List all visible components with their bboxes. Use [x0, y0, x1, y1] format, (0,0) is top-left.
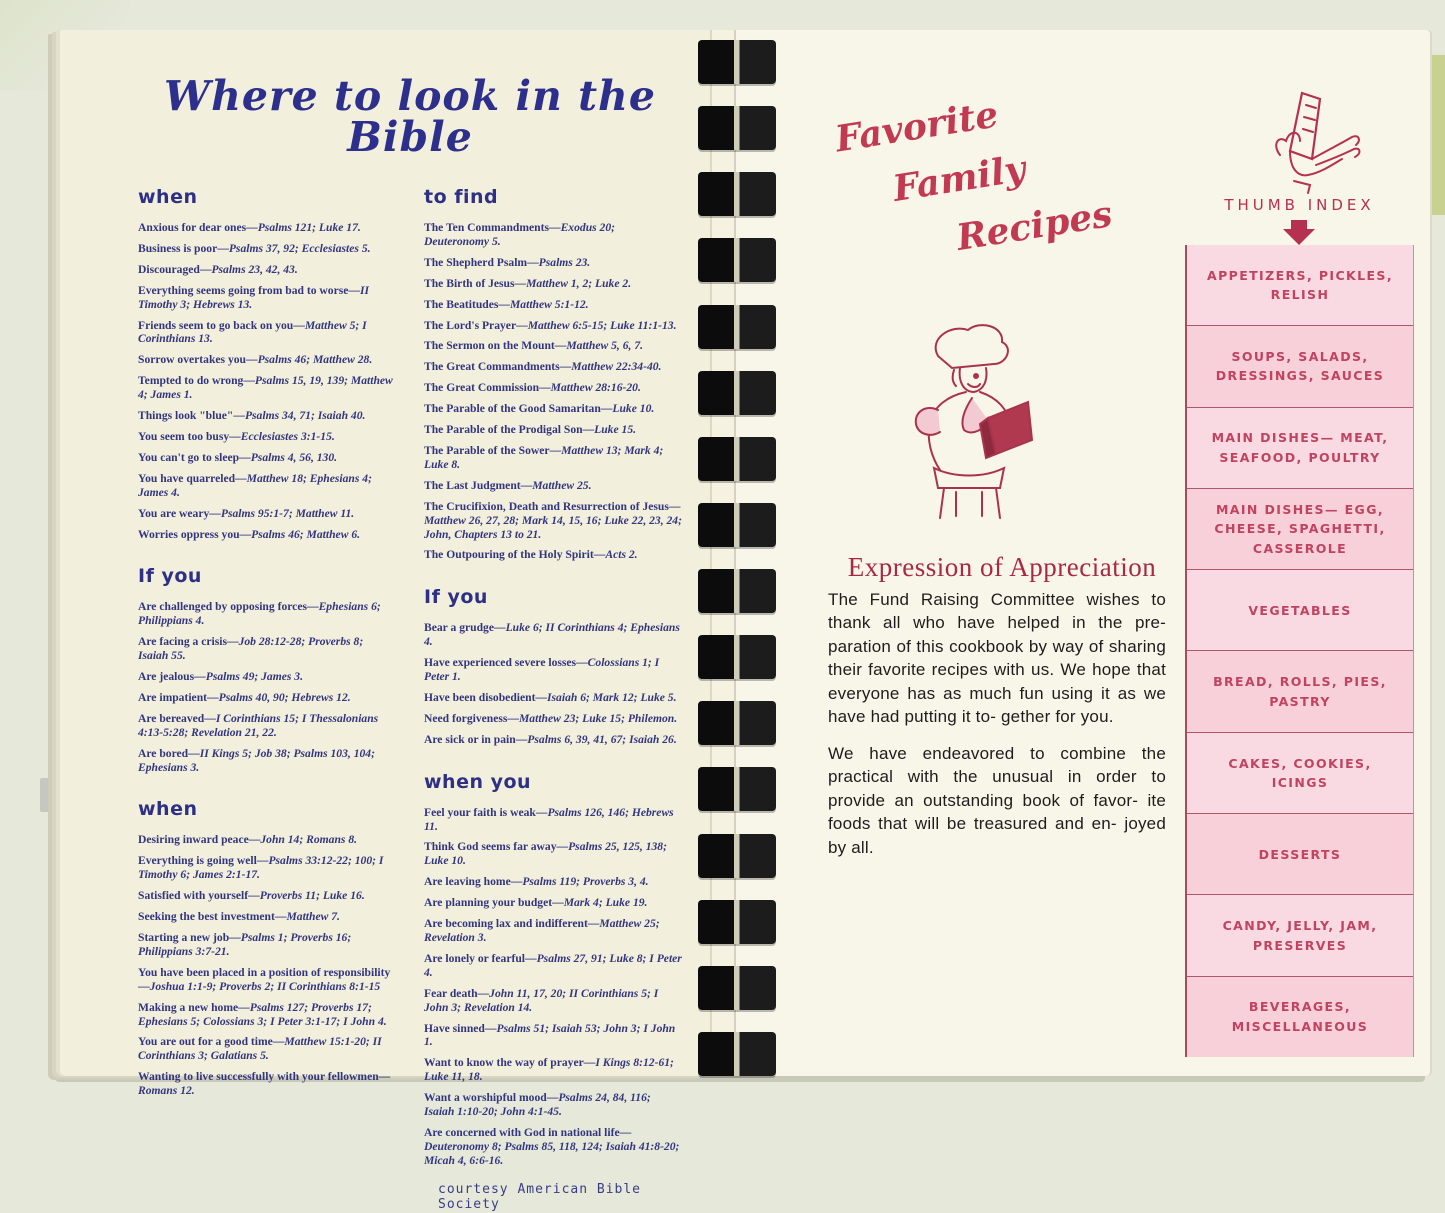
- bible-entry: Are leaving home—Psalms 119; Proverbs 3, 4.: [424, 875, 649, 889]
- bible-entry: Have sinned—Psalms 51; Isaiah 53; John 3; I John 1.: [424, 1021, 676, 1049]
- bible-entry: Think God seems far away—Psalms 25, 125, 138; Luke 10.: [424, 840, 667, 868]
- entry-list: [138, 600, 396, 774]
- bible-entry: Desiring inward peace—John 14; Romans 8.: [138, 833, 358, 847]
- thumb-tab: [1187, 325, 1413, 406]
- entry-list: [138, 833, 396, 1098]
- two-column-layout: [138, 188, 682, 1213]
- spiral-coil: [698, 635, 776, 679]
- thumb-tab: [1187, 569, 1413, 650]
- bible-entry: Are facing a crisis—Job 28:12-28; Proverbs 8; Isaiah 55.: [138, 635, 364, 663]
- page-title: Where to look in the Bible: [164, 72, 656, 161]
- bible-entry: The Parable of the Sower—Matthew 13; Mark 4; Luke 8.: [424, 443, 664, 471]
- bible-entry: Feel your faith is weak—Psalms 126, 146; Hebrews 11.: [424, 805, 674, 833]
- bible-entry: Are bored—II Kings 5; Job 38; Psalms 103, 104; Ephesians 3.: [138, 746, 375, 774]
- thumb-tab-label: APPETIZERS, PICKLES, RELISH: [1207, 267, 1393, 303]
- entry-list: [424, 221, 682, 562]
- section-header: to find: [424, 186, 499, 208]
- section-header: when: [138, 186, 198, 208]
- bible-entry: You are weary—Psalms 95:1-7; Matthew 11.: [138, 506, 355, 520]
- bible-entry: Business is poor—Psalms 37, 92; Ecclesiastes 5.: [138, 241, 371, 255]
- bible-entry: You seem too busy—Ecclesiastes 3:1-15.: [138, 429, 335, 443]
- cookbook-title-line: Family: [890, 147, 1029, 211]
- right-page: [772, 30, 1430, 1076]
- bible-entry: Worries oppress you—Psalms 46; Matthew 6.: [138, 527, 361, 541]
- thumb-tab-label: MAIN DISHES— MEAT, SEAFOOD, POULTRY: [1211, 430, 1389, 465]
- bible-entry: Anxious for dear ones—Psalms 121; Luke 17.: [138, 221, 361, 234]
- bible-entry: The Great Commission—Matthew 28:16-20.: [424, 381, 641, 395]
- bible-entry: Wanting to live successfully with your fellowmen—Romans 12.: [138, 1070, 391, 1098]
- thumb-tab: [1187, 245, 1413, 325]
- bible-entry: The Birth of Jesus—Matthew 1, 2; Luke 2.: [424, 276, 632, 290]
- spiral-binding: [698, 40, 778, 1076]
- thumb-tab-label: MAIN DISHES— EGG, CHEESE, SPAGHETTI, CASSEROLE: [1214, 501, 1386, 556]
- spiral-coil: [698, 1032, 776, 1076]
- entry-list: [424, 806, 682, 1168]
- scan-edge-artifact: [1431, 55, 1445, 215]
- spiral-coil: [698, 305, 776, 349]
- bible-entry: Want a worshipful mood—Psalms 24, 84, 116; Isaiah 1:10-20; John 4:1-45.: [424, 1091, 651, 1119]
- bible-entry: Sorrow overtakes you—Psalms 46; Matthew 28.: [138, 353, 373, 367]
- bible-entry: The Parable of the Good Samaritan—Luke 10.: [424, 402, 655, 416]
- bible-entry: The Great Commandments—Matthew 22:34-40.: [424, 360, 662, 374]
- right-column: [424, 188, 682, 1213]
- bible-entry: Tempted to do wrong—Psalms 15, 19, 139; Matthew 4; James 1.: [138, 374, 393, 402]
- left-page: [60, 30, 708, 1213]
- section-when-you: [424, 770, 682, 1168]
- bible-entry: The Last Judgment—Matthew 25.: [424, 478, 592, 492]
- credit-line: courtesy American Bible Society: [438, 1181, 642, 1213]
- bible-entry: Need forgiveness—Matthew 23; Luke 15; Philemon.: [424, 711, 678, 725]
- bible-entry: Want to know the way of prayer—I Kings 8:12-61; Luke 11, 18.: [424, 1056, 674, 1084]
- cookbook-title-line: Recipes: [953, 192, 1116, 260]
- appreciation-paragraph: The Fund Raising Committee wishes to thank all who have helped in the pre- paration of this cookbook by way of sharing their favorite recipes with us. We hope that everyone has as much fun using it as we have had putting it to- gether for you.: [828, 590, 1166, 727]
- bible-entry: Things look "blue"—Psalms 34, 71; Isaiah 40.: [138, 409, 366, 423]
- thumb-tab-label: DESSERTS: [1258, 846, 1342, 862]
- section-to-find: [424, 188, 682, 562]
- bible-entry: Bear a grudge—Luke 6; II Corinthians 4; Ephesians 4.: [424, 621, 680, 649]
- section-if-you-2: [424, 588, 682, 746]
- bible-entry: Are planning your budget—Mark 4; Luke 19.: [424, 896, 648, 910]
- thumb-tab: [1187, 894, 1413, 975]
- spiral-coil: [698, 701, 776, 745]
- bible-entry: You have been placed in a position of responsibility—Joshua 1:1-9; Proverbs 2; II Corinthians 8:1-15: [138, 965, 391, 993]
- appreciation-paragraph: We have endeavored to combine the practical with the unusual in order to provide an outstanding book of favor- ite foods that will be treasured and en- joyed by all.: [828, 744, 1166, 857]
- section-header: If you: [424, 586, 488, 609]
- thumb-tab-label: BEVERAGES, MISCELLANEOUS: [1231, 999, 1369, 1034]
- bible-entry: The Shepherd Psalm—Psalms 23.: [424, 255, 591, 269]
- thumb-tab: [1187, 732, 1413, 813]
- bible-entry: Are jealous—Psalms 49; James 3.: [138, 670, 303, 684]
- thumb-tab: [1187, 407, 1413, 488]
- bible-entry: Are sick or in pain—Psalms 6, 39, 41, 67; Isaiah 26.: [424, 732, 677, 746]
- thumb-tab-label: BREAD, ROLLS, PIES, PASTRY: [1213, 674, 1387, 709]
- bible-entry: Have been disobedient—Isaiah 6; Mark 12; Luke 5.: [424, 690, 677, 704]
- spiral-coil: [698, 900, 776, 944]
- thumb-tab-label: CAKES, COOKIES, ICINGS: [1228, 755, 1372, 790]
- bible-entry: The Crucifixion, Death and Resurrection of Jesus—Matthew 26, 27, 28; Mark 14, 15, 16; Luke 22, 23, 24; John, Chapters 13 to 21.: [424, 499, 682, 541]
- bible-entry: Are concerned with God in national life—Deuteronomy 8; Psalms 85, 118, 124; Isaiah 41:8-20; Micah 4, 6:6-16.: [424, 1125, 680, 1167]
- bible-entry: Are challenged by opposing forces—Ephesians 6; Philippians 4.: [138, 600, 381, 628]
- bible-entry: Have experienced severe losses—Colossians 1; I Peter 1.: [424, 656, 660, 684]
- bible-entry: Satisfied with yourself—Proverbs 11; Luke 16.: [138, 889, 365, 903]
- appreciation-heading: Expression of Appreciation: [847, 552, 1157, 583]
- spiral-coil: [698, 834, 776, 878]
- bible-entry: Fear death—John 11, 17, 20; II Corinthians 5; I John 3; Revelation 14.: [424, 986, 659, 1014]
- bible-entry: The Sermon on the Mount—Matthew 5, 6, 7.: [424, 339, 644, 353]
- bible-entry: Friends seem to go back on you—Matthew 5; I Corinthians 13.: [138, 318, 367, 346]
- bible-entry: Are bereaved—I Corinthians 15; I Thessalonians 4:13-5:28; Revelation 21, 22.: [138, 711, 379, 739]
- cookbook-title: [832, 93, 1116, 260]
- bible-entry: Starting a new job—Psalms 1; Proverbs 16; Philippians 3:7-21.: [138, 931, 352, 958]
- entry-list: [424, 621, 682, 746]
- bible-entry: The Outpouring of the Holy Spirit—Acts 2.: [424, 548, 638, 562]
- bible-entry: The Ten Commandments—Exodus 20; Deuteronomy 5.: [424, 221, 616, 248]
- section-header: If you: [138, 565, 202, 588]
- bible-entry: Are lonely or fearful—Psalms 27, 91; Luke 8; I Peter 4.: [424, 951, 682, 979]
- thumb-tab: [1187, 488, 1413, 569]
- thumb-tab: [1187, 976, 1413, 1057]
- spiral-coil: [698, 503, 776, 547]
- thumb-tab-label: SOUPS, SALADS, DRESSINGS, SAUCES: [1215, 349, 1385, 384]
- bible-entry: The Parable of the Prodigal Son—Luke 15.: [424, 423, 637, 437]
- cookbook-title-line: Favorite: [832, 93, 1002, 161]
- bible-entry: Are becoming lax and indifferent—Matthew 25; Revelation 3.: [424, 917, 660, 944]
- spiral-coil: [698, 437, 776, 481]
- chef-reading-cookbook-illustration: [868, 318, 1068, 538]
- bible-entry: Are impatient—Psalms 40, 90; Hebrews 12.: [138, 690, 351, 704]
- section-header: when: [138, 798, 198, 821]
- section-header: when you: [424, 770, 532, 793]
- spiral-coil: [698, 238, 776, 282]
- section-if-you-1: [138, 567, 396, 774]
- bible-entry: You have quarreled—Matthew 18; Ephesians 4; James 4.: [138, 471, 372, 499]
- thumb-tab-label: VEGETABLES: [1248, 602, 1352, 618]
- bible-entry: Everything seems going from bad to worse—II Timothy 3; Hebrews 13.: [138, 283, 370, 311]
- entry-list: [138, 221, 396, 541]
- bible-entry: You can't go to sleep—Psalms 4, 56, 130.: [138, 450, 338, 464]
- section-when-1: [138, 188, 396, 541]
- bible-entry: You are out for a good time—Matthew 15:1-20; II Corinthians 3; Galatians 5.: [138, 1035, 382, 1063]
- thumb-tab: [1187, 813, 1413, 894]
- left-column: [138, 188, 396, 1213]
- thumb-tab: [1187, 650, 1413, 731]
- spiral-coil: [698, 172, 776, 216]
- spiral-coil: [698, 106, 776, 150]
- bible-entry: Discouraged—Psalms 23, 42, 43.: [138, 262, 298, 276]
- spiral-coil: [698, 40, 776, 84]
- thumb-tab-label: CANDY, JELLY, JAM, PRESERVES: [1222, 918, 1378, 953]
- bible-entry: Making a new home—Psalms 127; Proverbs 17; Ephesians 5; Colossians 3; I Peter 3:1-17; I John 4.: [138, 1000, 387, 1028]
- hand-page-turn-icon: [1250, 85, 1370, 200]
- bible-entry: Everything is going well—Psalms 33:12-22; 100; I Timothy 6; James 2:1-17.: [138, 854, 384, 882]
- bible-entry: Seeking the best investment—Matthew 7.: [138, 910, 340, 924]
- bible-entry: The Beatitudes—Matthew 5:1-12.: [424, 297, 589, 311]
- spiral-coil: [698, 966, 776, 1010]
- spiral-coil: [698, 569, 776, 613]
- thumb-index-label: THUMB INDEX: [1224, 196, 1375, 214]
- spiral-coil: [698, 371, 776, 415]
- spiral-coil: [698, 767, 776, 811]
- section-when-2: [138, 800, 396, 1098]
- thumb-index: [1185, 245, 1414, 1057]
- bible-entry: The Lord's Prayer—Matthew 6:5-15; Luke 11:1-13.: [424, 318, 677, 332]
